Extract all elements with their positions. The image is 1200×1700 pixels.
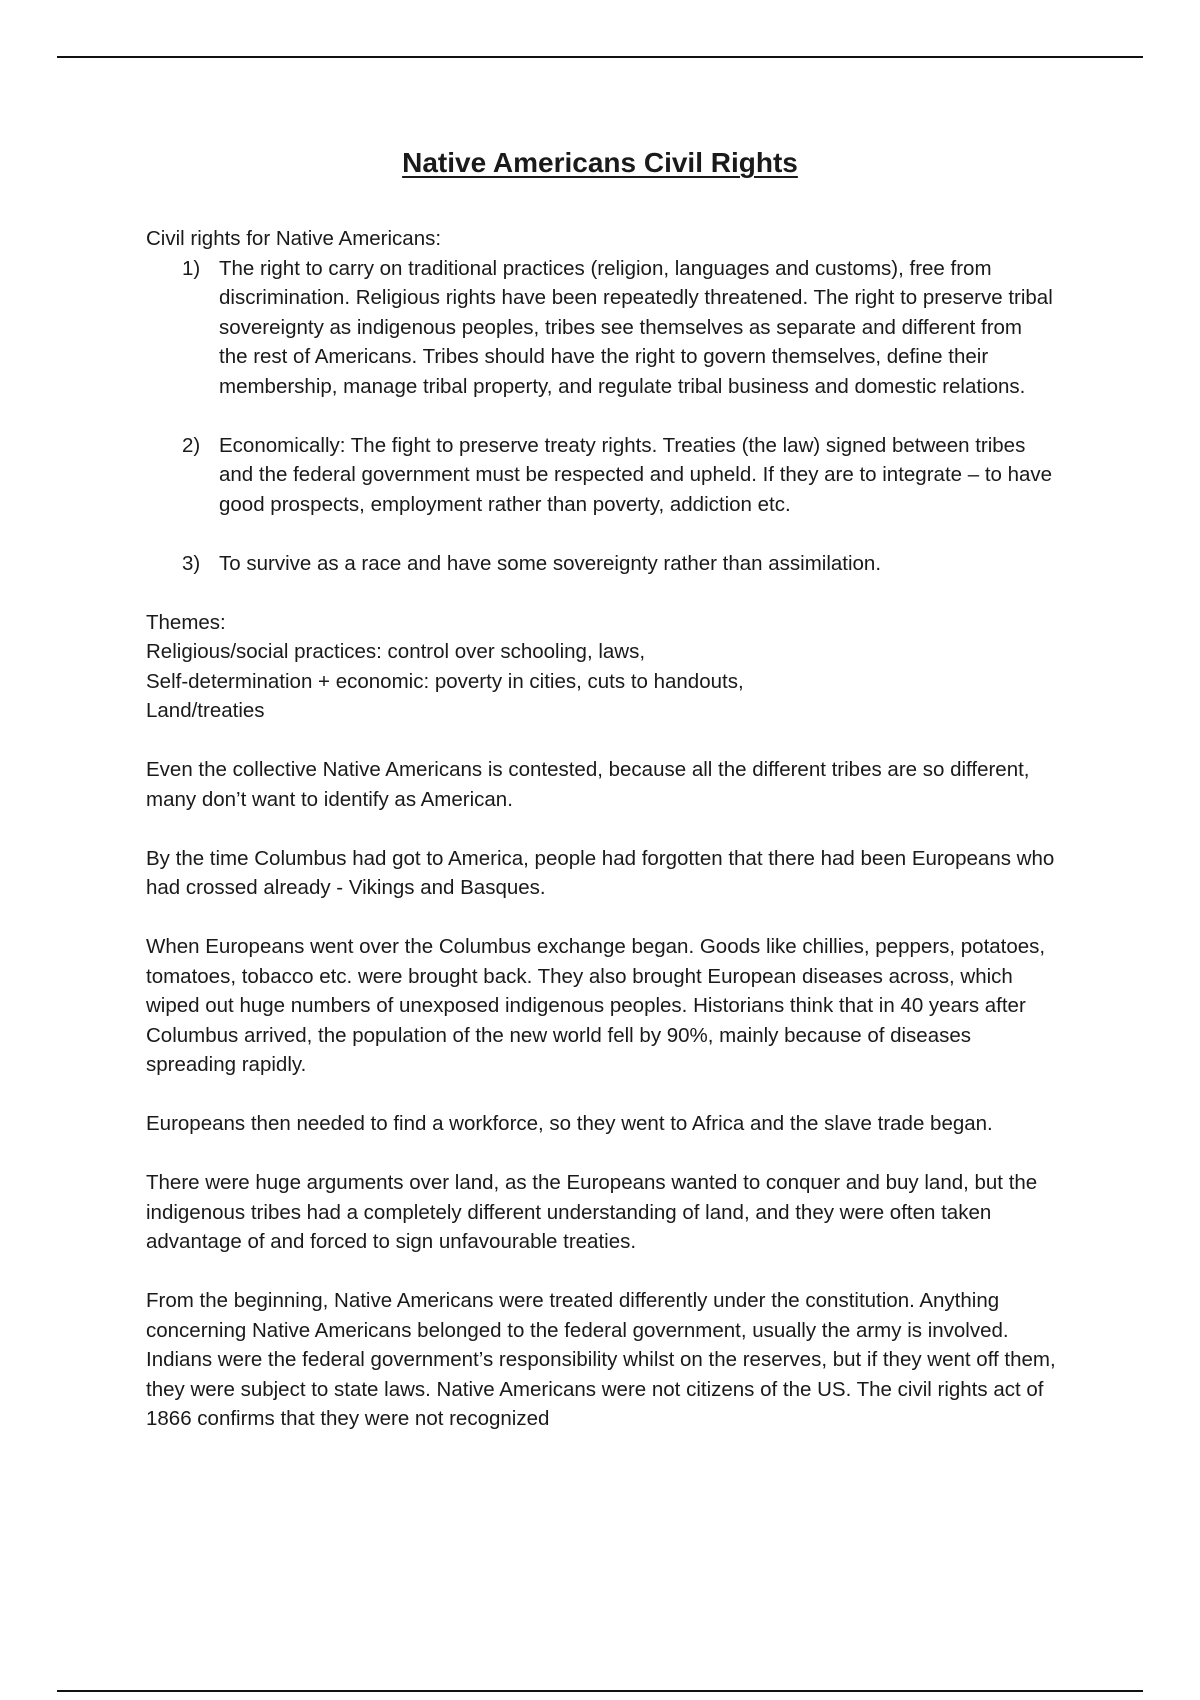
- theme-line: Self-determination + economic: poverty in cities, cuts to handouts,: [146, 669, 744, 693]
- rights-list: [146, 254, 1056, 579]
- page-title: [0, 146, 1200, 180]
- themes-heading: Themes:: [146, 610, 226, 634]
- header-rule: [57, 56, 1143, 58]
- body-paragraph: Even the collective Native Americans is contested, because all the different tribes are so different, many don’t want to identify as American.: [146, 758, 1030, 811]
- intro-text: Civil rights for Native Americans:: [146, 227, 442, 250]
- spacer: [146, 903, 1056, 933]
- spacer: [146, 726, 1056, 756]
- body-paragraph: There were huge arguments over land, as the Europeans wanted to conquer and buy land, but the indigenous tribes had a completely different understanding of land, and they were often taken advantage of and forced to sign unfavourable treaties.: [146, 1171, 1038, 1253]
- spacer: [146, 1257, 1056, 1287]
- document-body: [146, 224, 1056, 1434]
- list-item-text: To survive as a race and have some sovereignty rather than assimilation.: [219, 551, 882, 575]
- footer-rule: [57, 1690, 1143, 1692]
- body-paragraph: Europeans then needed to find a workforce, so they went to Africa and the slave trade began.: [146, 1112, 993, 1135]
- body-paragraph: By the time Columbus had got to America, people had forgotten that there had been Europeans who had crossed already - Vikings and Basques.: [146, 846, 1055, 899]
- page-title-text: Native Americans Civil Rights: [402, 147, 798, 178]
- spacer: [146, 401, 1056, 431]
- list-item: [182, 254, 1056, 402]
- list-item-number: 3): [182, 551, 201, 575]
- theme-line: Religious/social practices: control over schooling, laws,: [146, 640, 646, 663]
- theme-line: Land/treaties: [146, 699, 265, 722]
- body-paragraph: When Europeans went over the Columbus exchange began. Goods like chillies, peppers, potatoes, tomatoes, tobacco etc. were brought back. They also brought European diseases across, which wiped out huge numbers of unexposed indigenous peoples. Historians think that in 40 years after Columbus arrived, the population of the new world fell by 90%, mainly because of diseases spreading rapidly.: [146, 935, 1046, 1076]
- spacer: [146, 1139, 1056, 1169]
- list-item-number: 1): [182, 256, 201, 280]
- list-item: [182, 431, 1056, 520]
- spacer: [146, 814, 1056, 844]
- list-item-text: Economically: The fight to preserve treaty rights. Treaties (the law) signed between tribes and the federal government must be respected and upheld. If they are to integrate – to have good prospects, employment rather than poverty, addiction etc.: [219, 433, 1053, 516]
- list-item: [182, 549, 1056, 579]
- spacer: [146, 519, 1056, 549]
- spacer: [146, 1080, 1056, 1110]
- list-item-number: 2): [182, 433, 201, 457]
- spacer: [146, 578, 1056, 608]
- list-item-text: The right to carry on traditional practices (religion, languages and customs), free from discrimination. Religious rights have been repeatedly threatened. The right to preserve tribal sovereignty as indigenous peoples, tribes see themselves as separate and different from the rest of Americans. Tribes should have the right to govern themselves, define their membership, manage tribal property, and regulate tribal business and domestic relations.: [219, 256, 1053, 398]
- body-paragraph: From the beginning, Native Americans were treated differently under the constitution. Anything concerning Native Americans belonged to the federal government, usually the army is involved. Indians were the federal government’s responsibility whilst on the reserves, but if they went off them, they were subject to state laws. Native Americans were not citizens of the US. The civil rights act of 1866 confirms that they were not recognized: [146, 1289, 1056, 1430]
